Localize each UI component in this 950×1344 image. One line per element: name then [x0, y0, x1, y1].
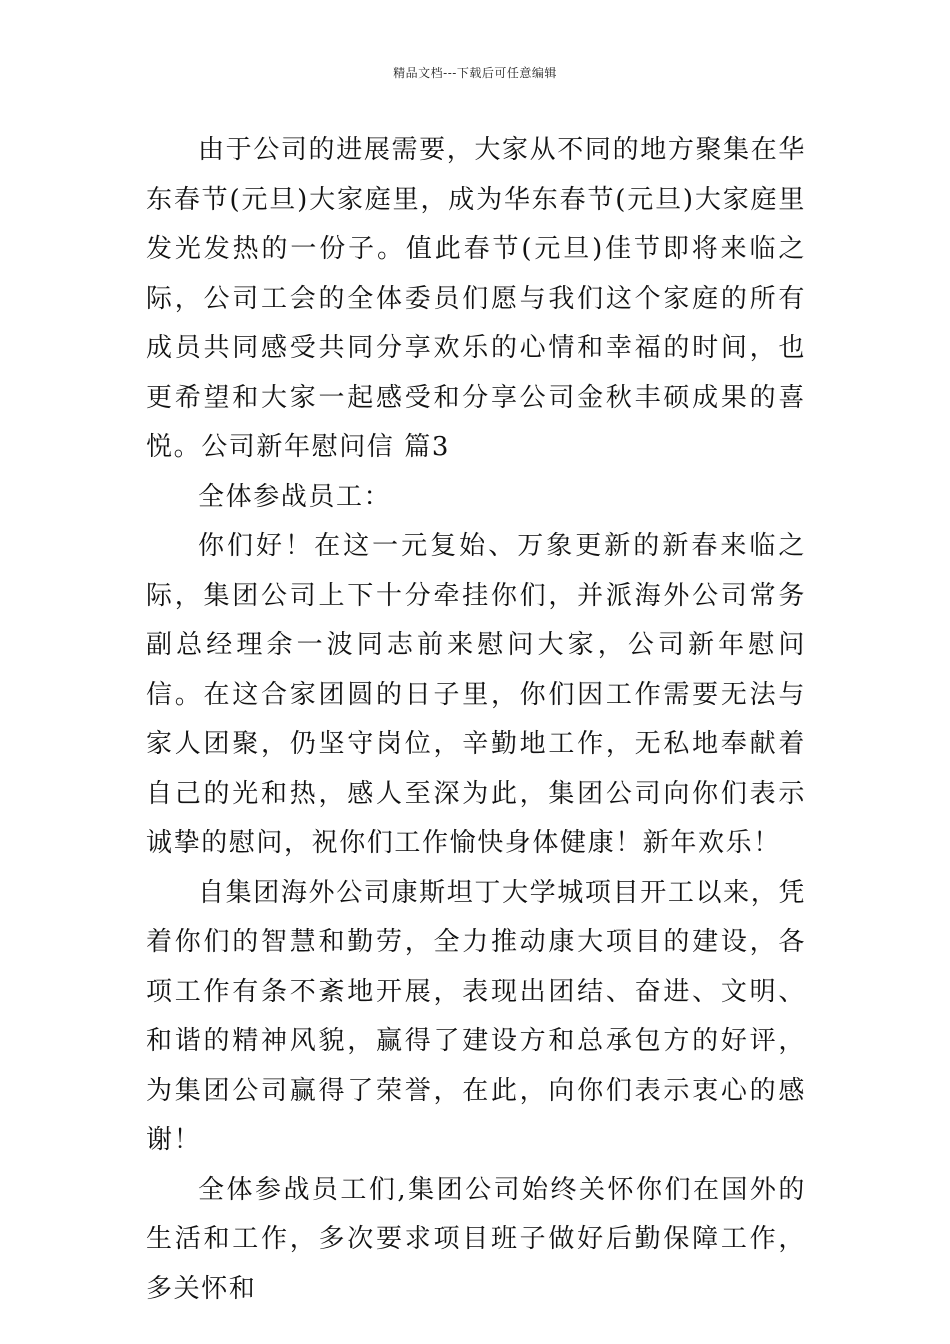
paragraph-1: 由于公司的进展需要，大家从不同的地方聚集在华东春节(元旦)大家庭里，成为华东春节(元旦)大家庭里发光发热的一份子。值此春节(元旦)佳节即将来临之际，公司工会的全体委员们愿与我们这个家庭的所有成员共同感受共同分享欢乐的心情和幸福的时间，也更希望和大家一起感受和分享公司金秋丰硕成果的喜悦。公司新年慰问信 篇3 — [146, 135, 806, 462]
paragraph-2: 全体参战员工： — [198, 481, 392, 512]
paragraph-3: 你们好！在这一元复始、万象更新的新春来临之际，集团公司上下十分牵挂你们，并派海外公司常务副总经理余一波同志前来慰问大家，公司新年慰问信。在这合家团圆的日子里，你们因工作需要无法与家人团聚，仍坚守岗位，辛勤地工作，无私地奉献着自己的光和热，感人至深为此，集团公司向你们表示诚挚的慰问，祝你们工作愉快身体健康！新年欢乐！ — [146, 531, 806, 858]
document-body — [146, 126, 806, 1314]
page-header: 精品文档---下载后可任意编辑 — [393, 66, 557, 80]
paragraph-4: 自集团海外公司康斯坦丁大学城项目开工以来，凭着你们的智慧和勤劳，全力推动康大项目的建设，各项工作有条不紊地开展，表现出团结、奋进、文明、和谐的精神风貌，赢得了建设方和总承包方的好评，为集团公司赢得了荣誉，在此，向你们表示衷心的感谢！ — [146, 877, 806, 1155]
paragraph-5: 全体参战员工们,集团公司始终关怀你们在国外的生活和工作，多次要求项目班子做好后勤保障工作，多关怀和 — [146, 1174, 806, 1304]
